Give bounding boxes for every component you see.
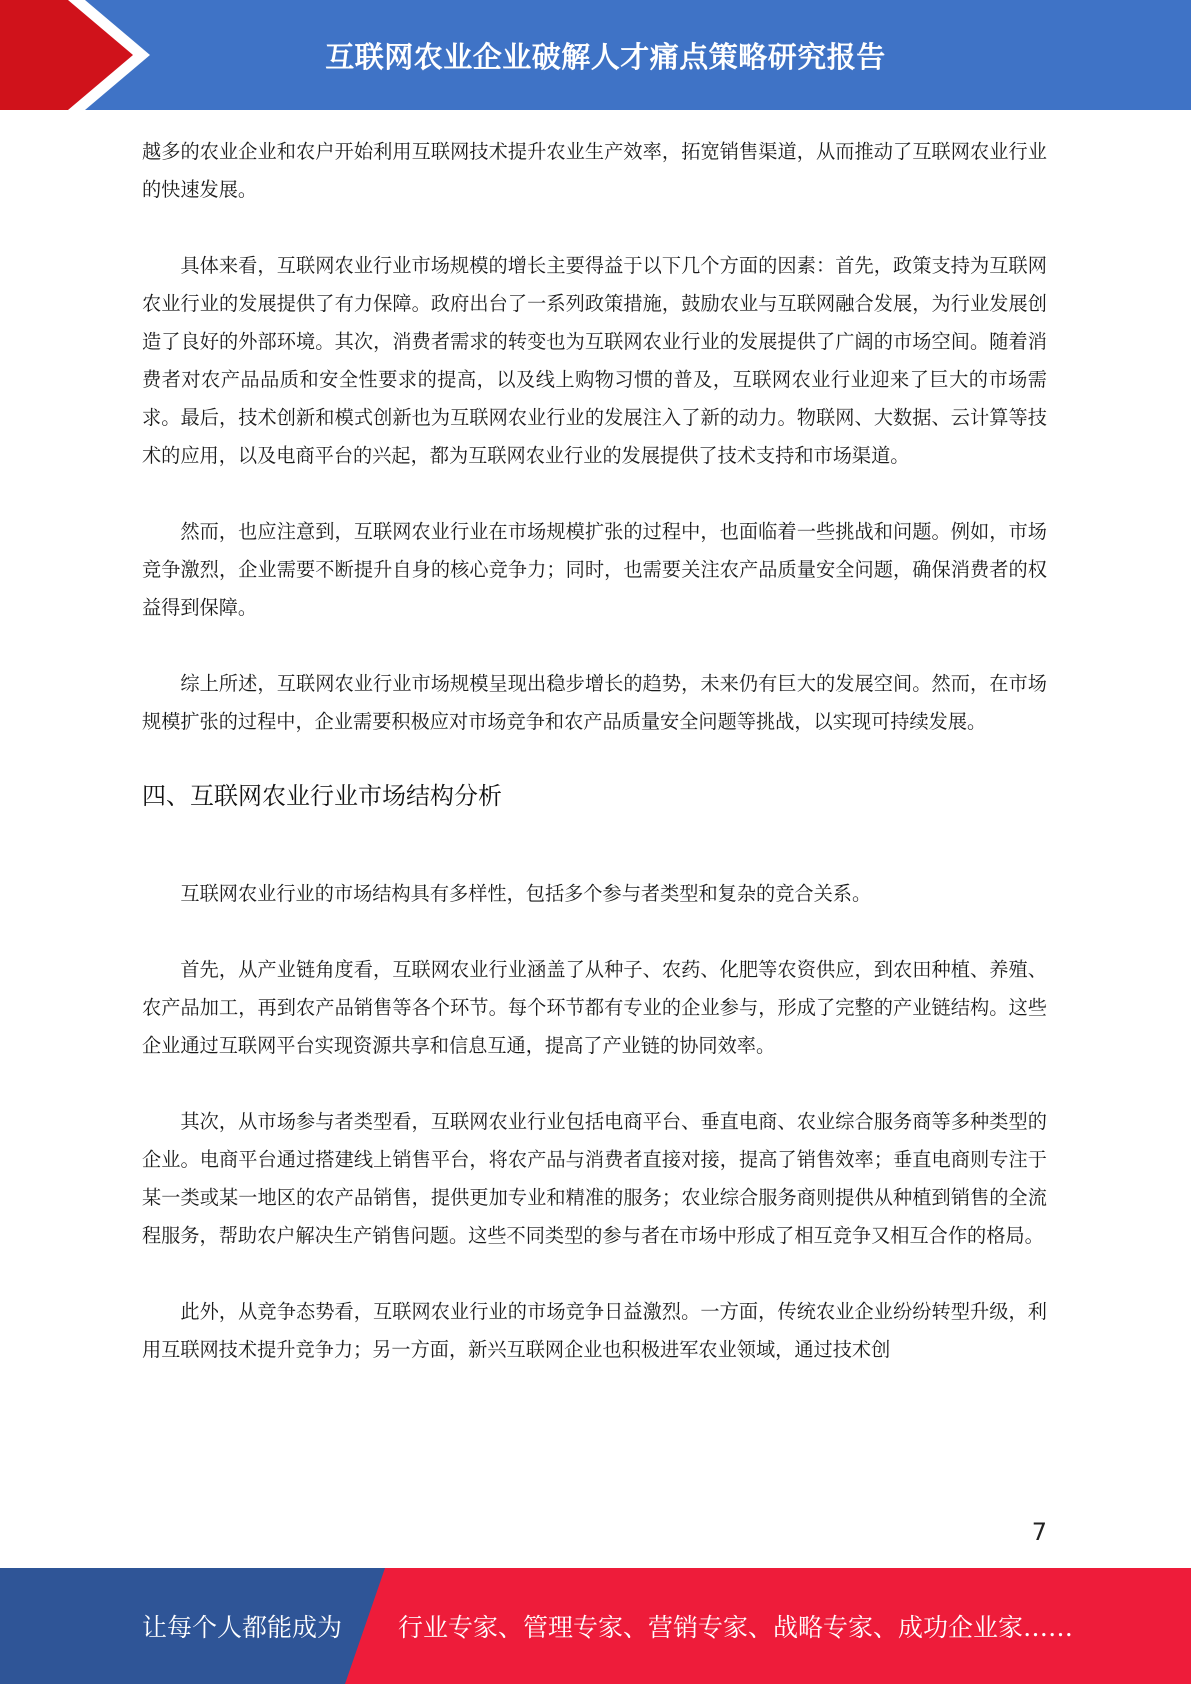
footer-band bbox=[0, 1568, 1191, 1684]
paragraph: 此外，从竞争态势看，互联网农业行业的市场竞争日益激烈。一方面，传统农业企业纷纷转型升级，利用互联网技术提升竞争力；另一方面，新兴互联网企业也积极进军农业领域，通过技术创 bbox=[142, 1300, 1047, 1361]
paragraph: 综上所述，互联网农业行业市场规模呈现出稳步增长的趋势，未来仍有巨大的发展空间。然而，在市场规模扩张的过程中，企业需要积极应对市场竞争和农产品质量安全问题等挑战，以实现可持续发展。 bbox=[142, 672, 1047, 733]
paragraph: 首先，从产业链角度看，互联网农业行业涵盖了从种子、农药、化肥等农资供应，到农田种植、养殖、农产品加工，再到农产品销售等各个环节。每个环节都有专业的企业参与，形成了完整的产业链结构。这些企业通过互联网平台实现资源共享和信息互通，提高了产业链的协同效率。 bbox=[142, 958, 1047, 1057]
footer-slogan-roles: 行业专家、管理专家、营销专家、战略专家、成功企业家…… bbox=[398, 1613, 1074, 1642]
paragraph: 然而，也应注意到，互联网农业行业在市场规模扩张的过程中，也面临着一些挑战和问题。例如，市场竞争激烈，企业需要不断提升自身的核心竞争力；同时，也需要关注农产品质量安全问题，确保消费者的权益得到保障。 bbox=[142, 520, 1047, 619]
section-heading: 四、互联网农业行业市场结构分析 bbox=[142, 782, 502, 810]
paragraph: 具体来看，互联网农业行业市场规模的增长主要得益于以下几个方面的因素：首先，政策支持为互联网农业行业的发展提供了有力保障。政府出台了一系列政策措施，鼓励农业与互联网融合发展，为行业发展创造了良好的外部环境。其次，消费者需求的转变也为互联网农业行业的发展提供了广阔的市场空间。随着消费者对农产品品质和安全性要求的提高，以及线上购物习惯的普及，互联网农业行业迎来了巨大的市场需求。最后，技术创新和模式创新也为互联网农业行业的发展注入了新的动力。物联网、大数据、云计算等技术的应用，以及电商平台的兴起，都为互联网农业行业的发展提供了技术支持和市场渠道。 bbox=[142, 254, 1047, 467]
paragraph-continued: 越多的农业企业和农户开始利用互联网技术提升农业生产效率，拓宽销售渠道，从而推动了互联网农业行业的快速发展。 bbox=[142, 140, 1047, 201]
paragraph: 互联网农业行业的市场结构具有多样性，包括多个参与者类型和复杂的竞合关系。 bbox=[180, 882, 872, 905]
page-content bbox=[142, 133, 1047, 1407]
footer-slogan-lead: 让每个人都能成为 bbox=[142, 1613, 343, 1642]
page-number: 7 bbox=[1031, 1518, 1047, 1546]
report-title: 互联网农业企业破解人才痛点策略研究报告 bbox=[325, 39, 886, 74]
header-band bbox=[0, 0, 1191, 110]
paragraph: 其次，从市场参与者类型看，互联网农业行业包括电商平台、垂直电商、农业综合服务商等多种类型的企业。电商平台通过搭建线上销售平台，将农产品与消费者直接对接，提高了销售效率；垂直电商则专注于某一类或某一地区的农产品销售，提供更加专业和精准的服务；农业综合服务商则提供从种植到销售的全流程服务，帮助农户解决生产销售问题。这些不同类型的参与者在市场中形成了相互竞争又相互合作的格局。 bbox=[142, 1110, 1047, 1247]
